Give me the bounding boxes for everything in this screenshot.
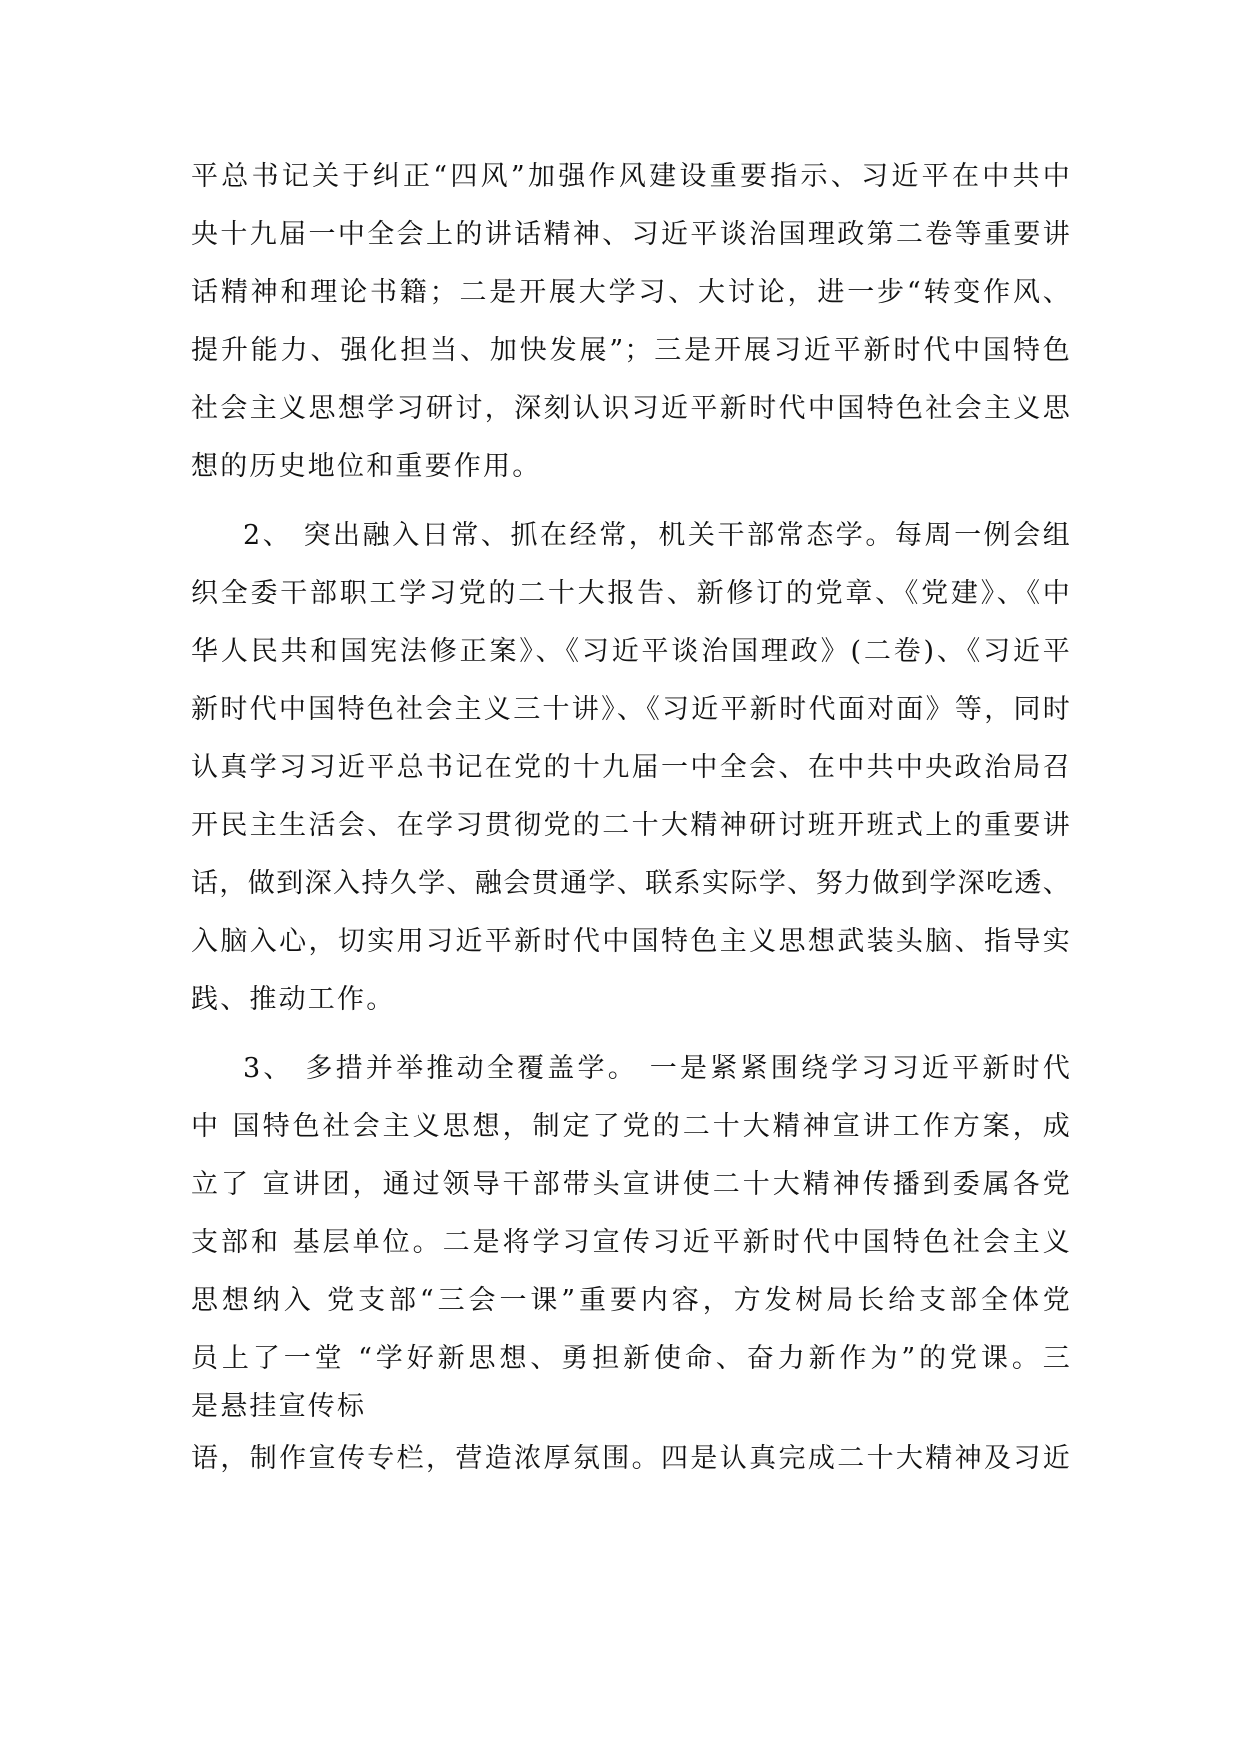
paragraph-3-line-2: 中 国特色社会主义思想，制定了党的二十大精神宣讲工作方案，成 xyxy=(191,1111,1071,1142)
paragraph-1-line-4: 提升能力、强化担当、加快发展”；三是开展习近平新时代中国特色 xyxy=(191,335,1071,366)
paragraph-2-line-8: 入脑入心，切实用习近平新时代中国特色主义思想武装头脑、指导实 xyxy=(191,926,1071,957)
paragraph-3-line-1: 3、 多措并举推动全覆盖学。 一是紧紧围绕学习习近平新时代 xyxy=(243,1053,1071,1084)
paragraph-3-line-5: 思想纳入 党支部“三会一课”重要内容，方发树局长给支部全体党 xyxy=(191,1285,1071,1316)
paragraph-1-line-2: 央十九届一中全会上的讲话精神、习近平谈治国理政第二卷等重要讲 xyxy=(191,219,1071,250)
paragraph-1-line-1: 平总书记关于纠正“四风”加强作风建设重要指示、习近平在中共中 xyxy=(191,161,1071,192)
paragraph-2-line-6: 开民主生活会、在学习贯彻党的二十大精神研讨班开班式上的重要讲 xyxy=(191,810,1071,841)
paragraph-2-line-1: 2、 突出融入日常、抓在经常，机关干部常态学。每周一例会组 xyxy=(243,520,1071,551)
paragraph-2-line-7: 话，做到深入持久学、融会贯通学、联系实际学、努力做到学深吃透、 xyxy=(191,868,1071,899)
paragraph-1-line-5: 社会主义思想学习研讨，深刻认识习近平新时代中国特色社会主义思 xyxy=(191,393,1071,424)
paragraph-2-line-5: 认真学习习近平总书记在党的十九届一中全会、在中共中央政治局召 xyxy=(191,752,1071,783)
paragraph-2-line-9: 践、推动工作。 xyxy=(191,984,396,1015)
paragraph-2-line-4: 新时代中国特色社会主义三十讲》、《习近平新时代面对面》等，同时 xyxy=(191,694,1071,725)
paragraph-3-line-6: 员上了一堂 “学好新思想、勇担新使命、奋力新作为”的党课。三 xyxy=(191,1343,1071,1374)
paragraph-2-line-2: 织全委干部职工学习党的二十大报告、新修订的党章、《党建》、《中 xyxy=(191,578,1071,609)
paragraph-3-line-4: 支部和 基层单位。二是将学习宣传习近平新时代中国特色社会主义 xyxy=(191,1227,1071,1258)
paragraph-1-line-6: 想的历史地位和重要作用。 xyxy=(191,451,542,482)
paragraph-3-line-3: 立了 宣讲团，通过领导干部带头宣讲使二十大精神传播到委属各党 xyxy=(191,1169,1071,1200)
paragraph-2-line-3: 华人民共和国宪法修正案》、《习近平谈治国理政》(二卷)、《习近平 xyxy=(191,636,1071,667)
paragraph-1-line-3: 话精神和理论书籍；二是开展大学习、大讨论，进一步“转变作风、 xyxy=(191,277,1071,308)
paragraph-3-line-7: 是悬挂宣传标 xyxy=(191,1391,367,1422)
paragraph-3-line-8: 语，制作宣传专栏，营造浓厚氛围。四是认真完成二十大精神及习近 xyxy=(191,1443,1071,1474)
